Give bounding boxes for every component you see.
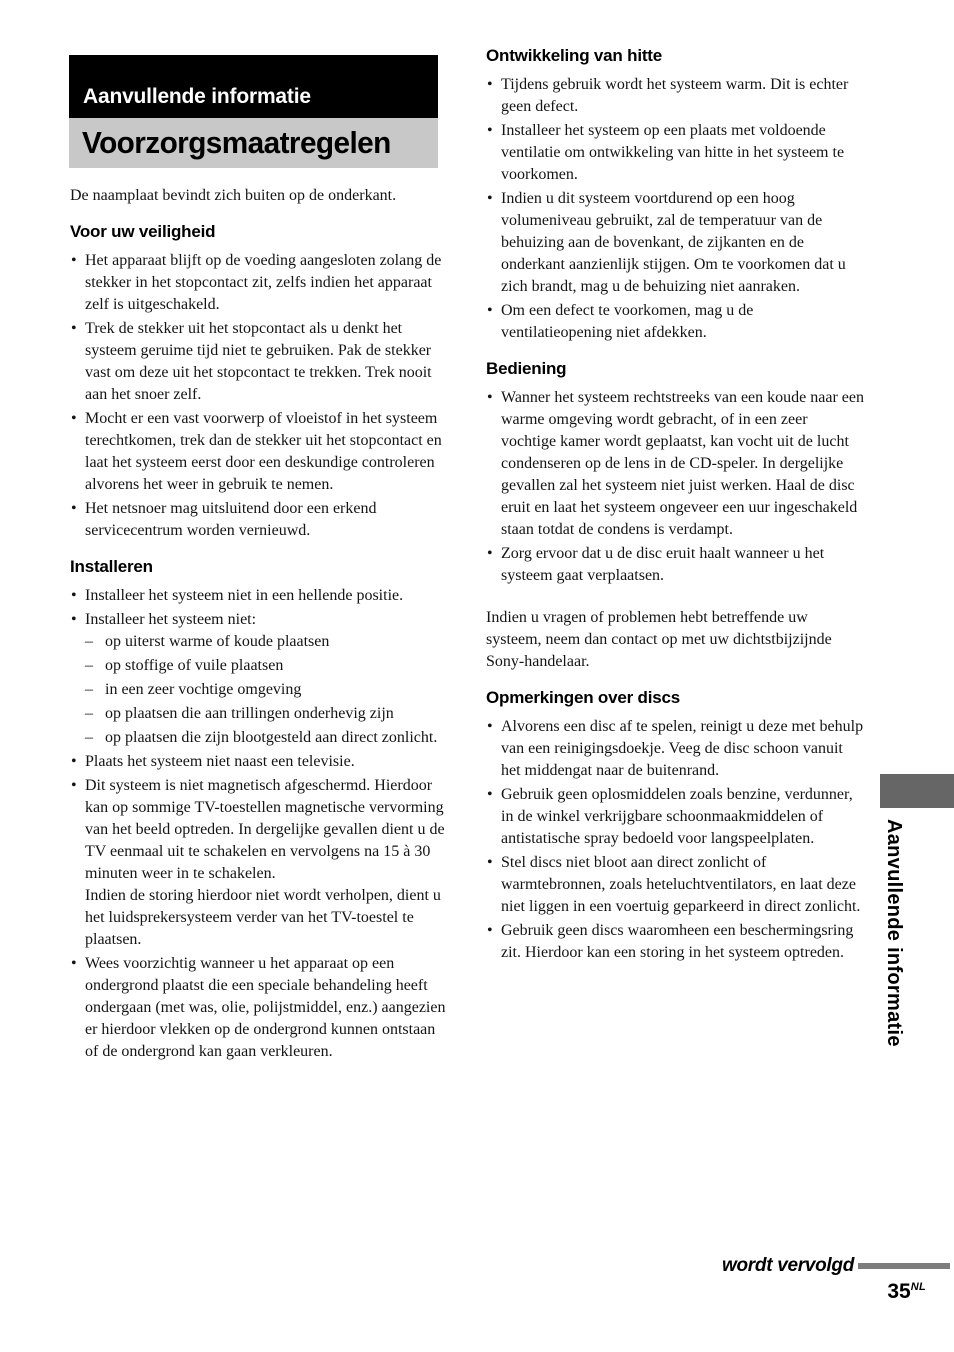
- heading-opmerkingen-over-discs: Opmerkingen over discs: [486, 688, 681, 707]
- bullet-item: • Mocht er een vast voorwerp of vloeistof in het systeem terechtkomen, trek dan de stekker uit het stopcontact en laat het systeem eerst door een deskundige controleren alvorens het weer in gebruik te nemen.: [70, 408, 448, 496]
- bullet-item: • Trek de stekker uit het stopcontact als u denkt het systeem geruime tijd niet te gebruiken. Pak de stekker vast om deze uit het stopcontact te trekken. Trek nooit aan het snoer zelf.: [70, 318, 448, 406]
- chapter-tab-marker: [880, 774, 954, 808]
- page-title: Voorzorgsmaatregelen: [82, 125, 391, 160]
- bullet-item: • Om een defect te voorkomen, mag u de ventilatieopening niet afdekken.: [486, 300, 866, 344]
- dash-item: – op uiterst warme of koude plaatsen: [85, 631, 448, 653]
- banner-section-label: Aanvullende informatie: [83, 85, 311, 108]
- bullet-item: • Alvorens een disc af te spelen, reinigt u deze met behulp van een reinigingsdoekje. Veeg de disc schoon vanuit het middengat naar de buitenrand.: [486, 716, 866, 782]
- bullet-paragraph: • Dit systeem is niet magnetisch afgeschermd. Hierdoor kan op sommige TV-toestellen magnetische vervorming van het beeld optreden. In dergelijke gevallen dient u de TV eenmaal uit te schakelen en vervolgens na 15 à 30 minuten weer in te schakelen.: [85, 777, 445, 882]
- bullet-item: • Wanner het systeem rechtstreeks van een koude naar een warme omgeving wordt gebracht, of in een zeer vochtige kamer wordt geplaatst, kan vocht uit de lucht condenseren op de lens in de CD-speler. In dergelijke gevallen zal het systeem niet juist werken. Haal de disc eruit en laat het systeem ongeveer een uur ingeschakeld staan totdat de condens is verdampt.: [486, 387, 866, 541]
- bullet-item: • Tijdens gebruik wordt het systeem warm. Dit is echter geen defect.: [486, 74, 866, 118]
- section-banner: [69, 55, 438, 168]
- page-number-suffix: NL: [910, 1281, 926, 1293]
- dash-item: – op plaatsen die zijn blootgesteld aan direct zonlicht.: [85, 727, 448, 749]
- bediening-list: [486, 387, 866, 587]
- bullet-item: • Indien u dit systeem voortdurend op een hoog volumeniveau gebruikt, zal de temperatuur van de behuizing aan de bovenkant, de zijkanten en de onderkant aanzienlijk stijgen. Om te voorkomen dat u zich brandt, mag u de behuizing niet aanraken.: [486, 188, 866, 298]
- page-number: [887, 1280, 926, 1304]
- right-column: [486, 46, 866, 966]
- bullet-item: • Gebruik geen discs waaromheen een beschermingsring zit. Hierdoor kan een storing in het systeem optreden.: [486, 920, 866, 964]
- continued-row: [560, 1255, 950, 1277]
- chapter-vertical-label: Aanvullende informatie: [883, 819, 905, 1047]
- intro-text: De naamplaat bevindt zich buiten op de onderkant.: [70, 187, 397, 204]
- page-number-value: 35: [887, 1280, 911, 1303]
- bullet-item: • Installeer het systeem op een plaats met voldoende ventilatie om ontwikkeling van hitte in het systeem te voorkomen.: [486, 120, 866, 186]
- bullet-item: • Plaats het systeem niet naast een televisie.: [70, 751, 448, 773]
- contact-paragraph: Indien u vragen of problemen hebt betreffende uw systeem, neem dan contact op met uw dichtstbijzijnde Sony-handelaar.: [486, 609, 832, 670]
- bullet-item: • Het netsnoer mag uitsluitend door een erkend servicecentrum worden vernieuwd.: [70, 498, 448, 542]
- installeren-list: [70, 585, 448, 1063]
- bullet-item: • Gebruik geen oplosmiddelen zoals benzine, verdunner, in de winkel verkrijgbare schoonmaakmiddelen of antistatische spray bedoeld voor langspeelplaten.: [486, 784, 866, 850]
- bullet-item: [70, 775, 448, 951]
- continued-label: wordt vervolgd: [722, 1255, 854, 1276]
- heading-bediening: Bediening: [486, 359, 567, 378]
- heading-voor-uw-veiligheid: Voor uw veiligheid: [70, 222, 216, 241]
- bullet-item: • Stel discs niet bloot aan direct zonlicht of warmtebronnen, zoals heteluchtventilators, en laat deze niet liggen in een voertuig geparkeerd in direct zonlicht.: [486, 852, 866, 918]
- installeren-sublist: [85, 631, 448, 749]
- bullet-paragraph: Indien de storing hierdoor niet wordt verholpen, dient u het luidsprekersysteem verder van het TV-toestel te plaatsen.: [85, 887, 441, 948]
- bullet-item: • Het apparaat blijft op de voeding aangesloten zolang de stekker in het stopcontact zit, zelfs indien het apparaat zelf is uitgeschakeld.: [70, 250, 448, 316]
- bullet-item: • Installeer het systeem niet in een hellende positie.: [70, 585, 448, 607]
- bullet-item: • Zorg ervoor dat u de disc eruit haalt wanneer u het systeem gaat verplaatsen.: [486, 543, 866, 587]
- heading-ontwikkeling-van-hitte: Ontwikkeling van hitte: [486, 46, 663, 65]
- veiligheid-list: [70, 250, 448, 542]
- hitte-list: [486, 74, 866, 344]
- bullet-item: • Wees voorzichtig wanneer u het apparaat op een ondergrond plaatst die een speciale behandeling heeft ondergaan (met was, olie, polijstmiddel, enz.) aangezien er hierdoor vlekken op de ondergrond kunnen ontstaan of de ondergrond kan gaan verkleuren.: [70, 953, 448, 1063]
- banner-title-bar: [69, 118, 438, 168]
- bullet-text: Installeer het systeem niet:: [85, 611, 257, 628]
- dash-item: – op plaatsen die aan trillingen onderhevig zijn: [85, 703, 448, 725]
- dash-item: – in een zeer vochtige omgeving: [85, 679, 448, 701]
- bullet-item: [70, 609, 448, 749]
- heading-installeren: Installeren: [70, 557, 153, 576]
- left-column: [70, 185, 448, 1065]
- continued-rule: [858, 1263, 950, 1269]
- dash-item: – op stoffige of vuile plaatsen: [85, 655, 448, 677]
- banner-black-bar: [69, 55, 438, 118]
- discs-list: [486, 716, 866, 964]
